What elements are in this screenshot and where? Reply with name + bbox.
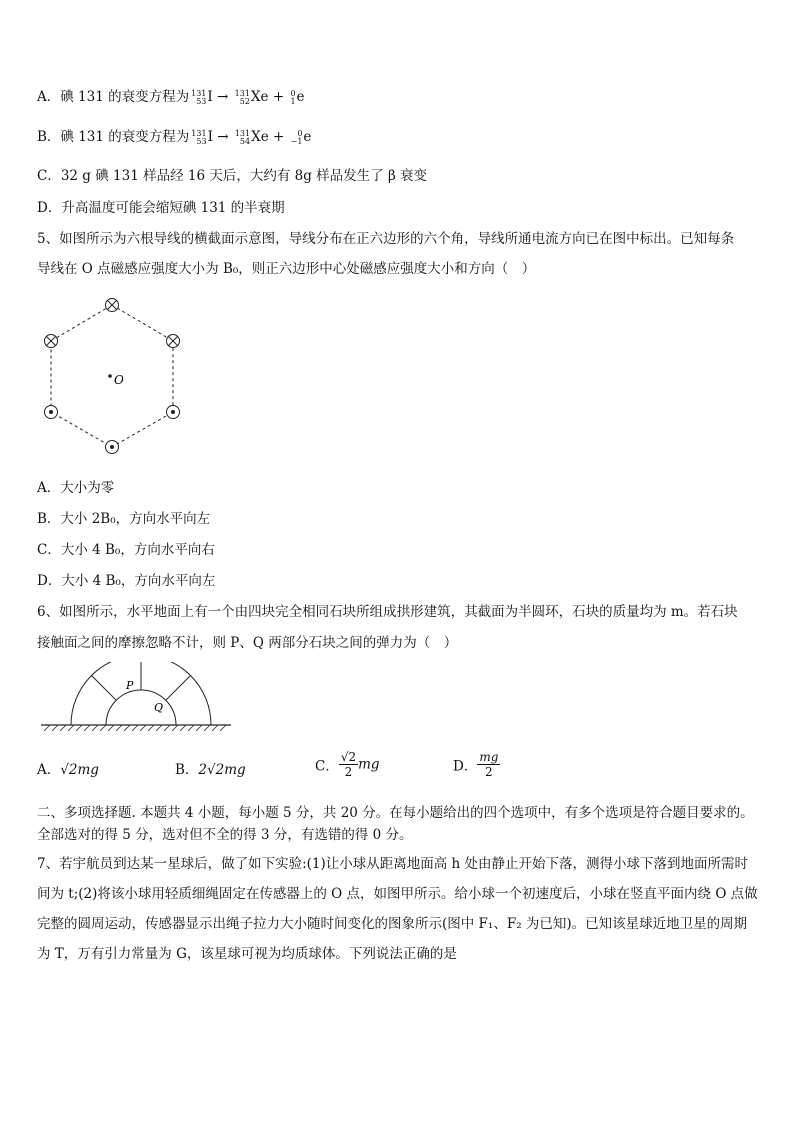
wire-into-page-upper-left: [45, 335, 58, 348]
nuclide-mass: 131: [234, 128, 251, 138]
center-point: [108, 374, 112, 378]
option-5a: A．大小为零: [37, 480, 115, 496]
question-6-line2: 接触面之间的摩擦忽略不计，则 P、Q 两部分石块之间的弹力为（ ）: [37, 635, 458, 651]
option-4a-label: A．碘 131 的衰变方程为: [37, 89, 190, 105]
option-6c: [315, 750, 380, 779]
fraction-denominator: 2: [344, 765, 353, 779]
hexagon-wire-figure: [36, 290, 196, 460]
nuclide-z: 1: [290, 96, 296, 106]
plus-sign: +: [273, 129, 285, 145]
fraction: [477, 750, 500, 779]
option-6d: [453, 750, 500, 779]
nuclide-symbol: e: [296, 89, 305, 105]
option-5c: C．大小 4 B₀，方向水平向右: [37, 542, 215, 558]
nuclide-mass: 0: [290, 88, 296, 98]
fraction-numerator: mg: [479, 750, 499, 764]
nuclide-z: 52: [239, 96, 250, 106]
nuclide-mass: 131: [234, 88, 250, 98]
wire-out-of-page-lower-right: [167, 406, 180, 419]
option-5b: B．大小 2B₀，方向水平向左: [37, 511, 211, 527]
fraction-denominator: 2: [485, 765, 493, 779]
question-6-line1: 6、如图所示，水平地面上有一个由四块完全相同石块所组成拱形建筑，其截面为半圆环，石块的质量均为 m。若石块: [37, 604, 738, 620]
option-6a: [37, 758, 99, 778]
question-7: 7、若宇航员到达某一星球后，做了如下实验:(1)让小球从距离地面高 h 处由静止开始下落，测得小球下落到地面所需时间为 t;(2)将该小球用轻质细绳固定在传感器上的 O 点，如图甲所示。给小球一个初速度后，小球在竖直平面内绕 O 点做完整的圆周运动，传感器显示出绳子拉力大小随时间变化的图象所示(图中 F₁、F₂ 为已知)。已知该星球近地卫星的周期为 T，万有引力常量为 G，该星球可视为均质球体。下列说法正确的是: [37, 856, 758, 962]
option-6b: [175, 758, 246, 778]
option-letter: C．: [315, 758, 339, 775]
nuclide-mass: 131: [191, 128, 207, 138]
option-letter: A．: [37, 762, 61, 778]
option-letter: B．: [175, 762, 199, 778]
reaction-arrow: →: [217, 89, 229, 105]
nuclide-symbol: e: [303, 129, 312, 145]
option-6c-tail: mg: [358, 756, 380, 773]
nuclide-z: −1: [290, 136, 303, 146]
nuclide-symbol: Xe: [250, 89, 269, 105]
center-label: O: [114, 373, 124, 387]
option-letter: D．: [453, 758, 478, 775]
section-2-line1: 二、多项选择题. 本题共 4 小题，每小题 5 分，共 20 分。在每小题给出的四个选项中，有多个选项是符合题目要求的。: [37, 805, 754, 821]
option-6a-expression: √2mg: [60, 762, 99, 778]
nuclide-mass: 0: [297, 128, 303, 138]
option-4d: D．升高温度可能会缩短碘 131 的半衰期: [37, 200, 285, 216]
nuclide-symbol: Xe: [251, 129, 269, 145]
arch-figure: [36, 662, 236, 737]
wire-into-page-upper-right: [167, 335, 180, 348]
nuclide-z: 53: [196, 136, 207, 146]
block-label-p: P: [126, 679, 134, 692]
option-4c: C．32 g 碘 131 样品经 16 天后，大约有 8g 样品发生了 β 衰变: [37, 168, 428, 184]
fraction-numerator: √2: [340, 750, 357, 764]
plus-sign: +: [272, 89, 285, 105]
nuclide-z: 53: [196, 96, 207, 106]
nuclide-symbol: I: [207, 89, 213, 105]
reaction-arrow: →: [217, 129, 229, 145]
question-5-line2: 导线在 O 点磁感应强度大小为 B₀，则正六边形中心处磁感应强度大小和方向（ ）: [37, 261, 536, 277]
question-5-line1: 5、如图所示为六根导线的横截面示意图，导线分布在正六边形的六个角，导线所通电流方向已在图中标出。已知每条: [37, 231, 735, 247]
option-4a: [37, 88, 305, 106]
block-label-q: Q: [154, 701, 164, 714]
wire-out-of-page-lower-left: [45, 406, 58, 419]
nuclide-z: 54: [239, 136, 251, 146]
option-4b-label: B．碘 131 的衰变方程为: [37, 129, 190, 145]
section-2-line2: 全部选对的得 5 分，选对但不全的得 3 分，有选错的得 0 分。: [37, 827, 413, 843]
nuclide-symbol: I: [207, 129, 213, 145]
wire-out-of-page-bottom: [106, 441, 119, 454]
option-4b: [37, 128, 311, 146]
option-6b-expression: 2√2mg: [198, 762, 246, 778]
wire-into-page-top: [106, 299, 119, 312]
nuclide-mass: 131: [191, 88, 207, 98]
fraction: [339, 750, 358, 779]
option-5d: D．大小 4 B₀，方向水平向左: [37, 573, 216, 589]
